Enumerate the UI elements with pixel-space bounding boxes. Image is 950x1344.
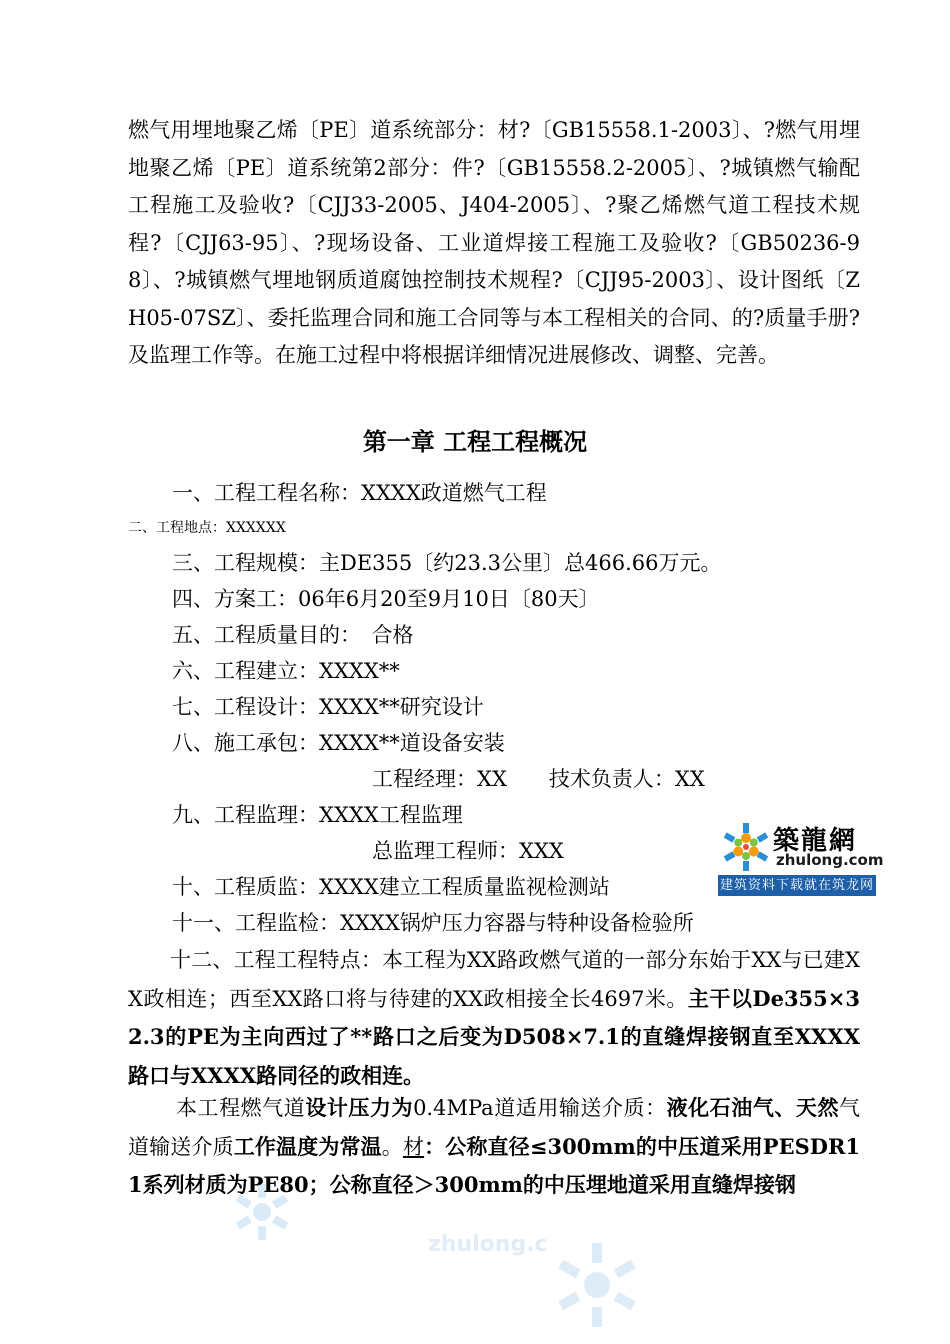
design-text-3: 0.4MPa道适用输送介质： xyxy=(413,1096,667,1120)
logo-domain: zhulong.com xyxy=(776,851,884,869)
logo-slogan: 建筑资料下载就在筑龙网 xyxy=(718,875,876,896)
design-text-4: 液化石油气、天然 xyxy=(666,1095,840,1120)
snowflake-icon xyxy=(720,820,772,874)
logo-chinese-name: 築龍網 xyxy=(773,826,858,856)
features-normal-text: 十二、工程工程特点：本工程为XX路政燃气道的一部分东始于XX与已建XX政相连；西至XX路口将与待建的XX政相接全长4697米。 xyxy=(128,948,860,1011)
chapter-title: 第一章 工程工程概况 xyxy=(362,428,588,456)
item-contractor-managers: 工程经理：XX 技术负责人：XX xyxy=(372,767,705,791)
features-bold-text: 主干以De355×32.3的PE为主向西过了**路口之后变为D508×7.1的直缝焊接钢直至XXXX路口与XXXX路同径的政相连。 xyxy=(128,985,860,1088)
watermark-snowflake-icon xyxy=(232,1182,292,1242)
design-text-5: 气道输送介质 xyxy=(128,1096,861,1159)
intro-paragraph: 燃气用埋地聚乙烯〔PE〕道系统部分：材?〔GB15558.1-2003〕、?燃气用埋地聚乙烯〔PE〕道系统第2部分：件?〔GB15558.2-2005〕、?城镇燃气输配工程施工及验收?〔CJJ33-2005、J404-2005〕、?聚乙烯燃气道工程技术规程?〔CJJ63-95〕、?现场设备、工业道焊接工程施工及验收?〔GB50236-98〕、?城镇燃气埋地钢质道腐蚀控制技术规程?〔CJJ95-2003〕、设计图纸〔ZH05-07SZ〕、委托监理合同和施工合同等与本工程相关的合同、的?质量手册?及监理工作等。在施工过程中将根据详细情况进展修改、调整、完善。 xyxy=(128,118,860,367)
item-project-scale: 三、工程规模：主DE355〔约23.3公里〕总466.66万元。 xyxy=(172,551,722,575)
item-quality-inspection: 十、工程质监：XXXX建立工程质量监视检测站 xyxy=(172,875,610,899)
zhulong-logo xyxy=(718,818,884,896)
item-project-location: 二、工程地点：XXXXXX xyxy=(128,520,286,536)
design-text-2: 设计压力为 xyxy=(305,1095,414,1120)
watermark-snowflake-large-icon xyxy=(552,1240,642,1330)
item-project-name: 一、工程工程名称：XXXX政道燃气工程 xyxy=(172,481,547,505)
item-chief-supervisor: 总监理工程师：XXX xyxy=(372,839,564,863)
design-text-1: 本工程燃气道 xyxy=(176,1096,306,1120)
design-text-9: ：公称直径≤300mm的中压道采用PESDR11系列材质为PE80；公称直径＞300mm的中压埋地道采用直缝焊接钢 xyxy=(128,1133,861,1197)
item-contractor: 八、施工承包：XXXX**道设备安装 xyxy=(172,731,505,755)
item-supervision: 九、工程监理：XXXX工程监理 xyxy=(172,803,463,827)
watermark-text: zhulong.c xyxy=(428,1232,548,1257)
features-paragraph xyxy=(128,942,860,1095)
logo-top xyxy=(718,818,884,874)
item-equipment-inspection: 十一、工程监检：XXXX锅炉压力容器与特种设备检验所 xyxy=(172,911,694,935)
design-text-6: 工作温度为常温 xyxy=(233,1133,382,1159)
item-designer: 七、工程设计：XXXX**研究设计 xyxy=(172,695,484,719)
design-text-7: 。 xyxy=(381,1134,403,1159)
item-schedule: 四、方案工：06年6月20至9月10日〔80天〕 xyxy=(172,587,600,611)
design-text-8: 材 xyxy=(402,1134,425,1159)
item-builder: 六、工程建立：XXXX** xyxy=(172,659,400,683)
item-quality-goal: 五、工程质量目的： 合格 xyxy=(172,623,414,647)
